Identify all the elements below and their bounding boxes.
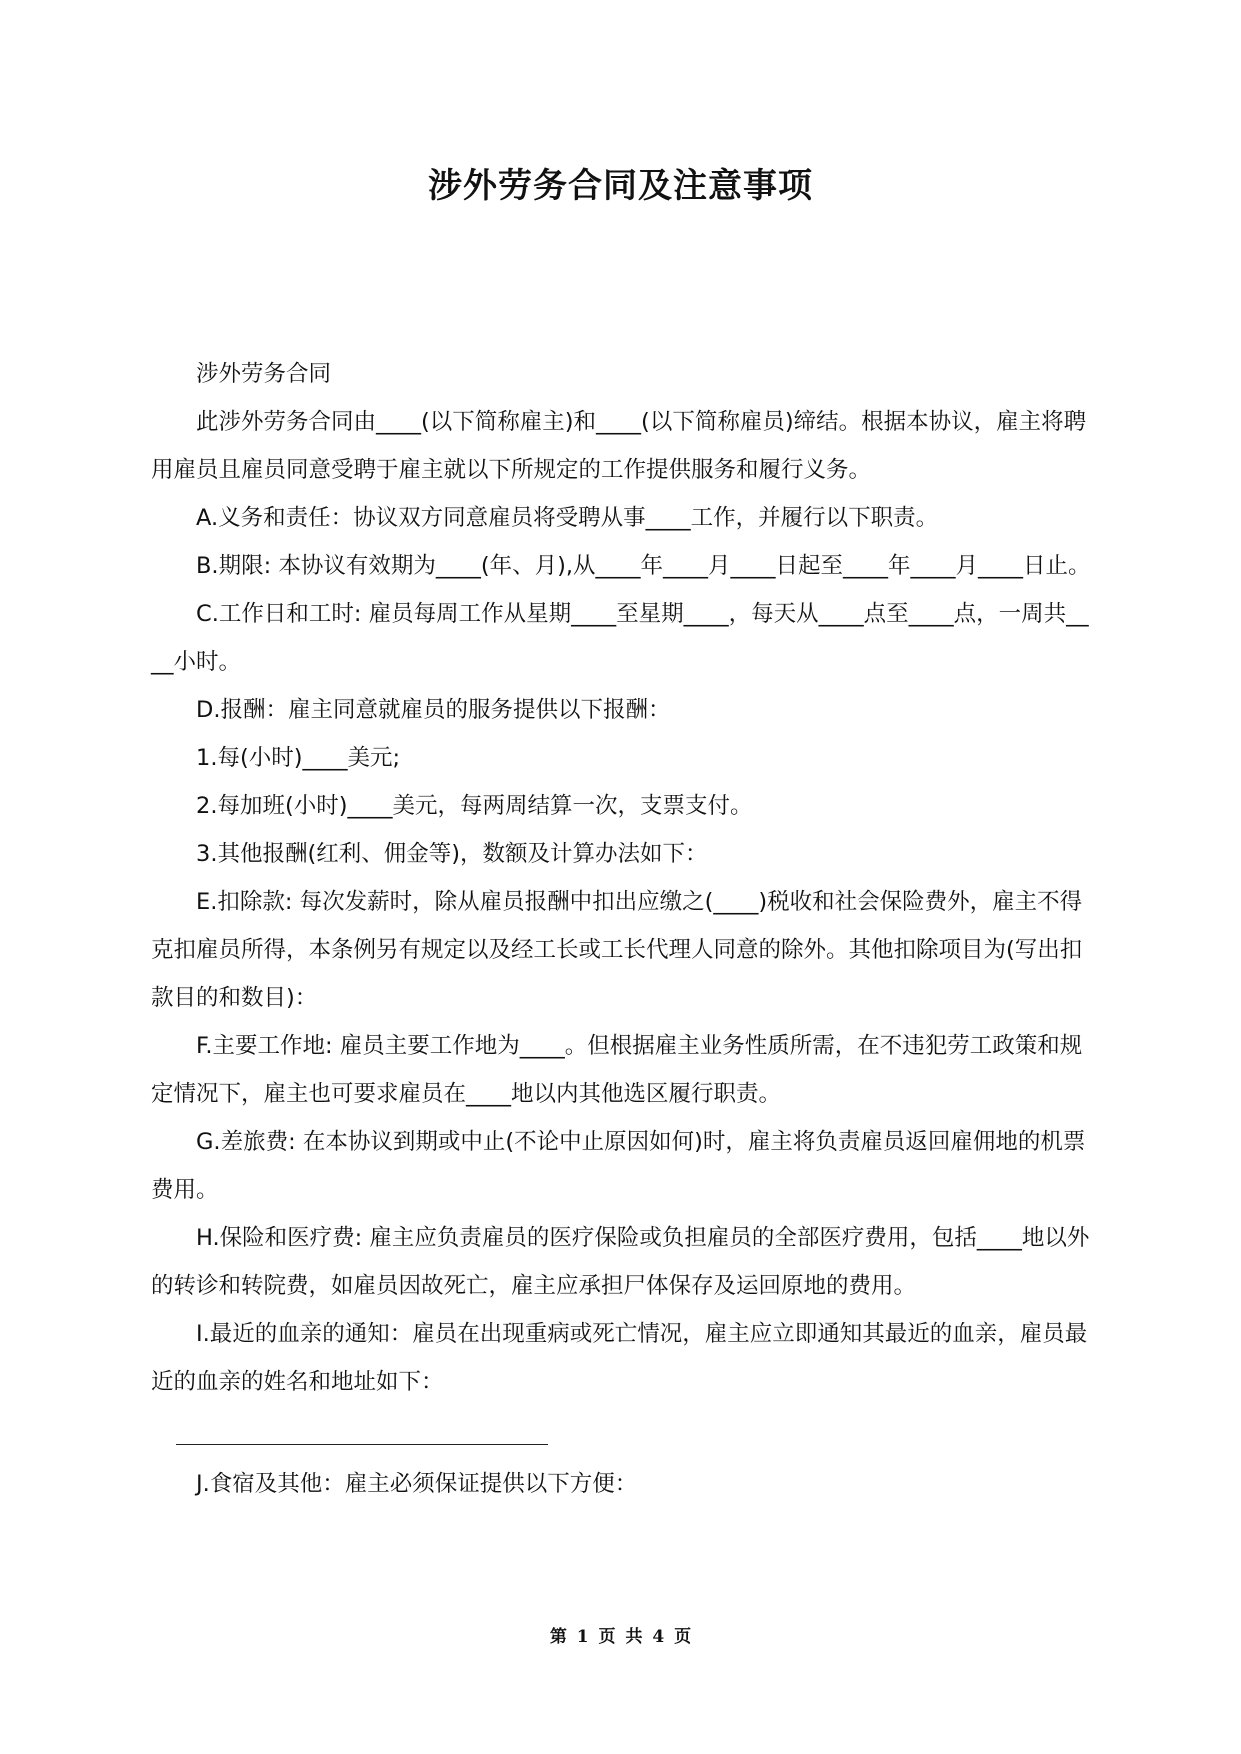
paragraph-i-next-of-kin: I.最近的血亲的通知：雇员在出现重病或死亡情况，雇主应立即通知其最近的血亲，雇员最近的血亲的姓名和地址如下： — [151, 1321, 1088, 1395]
document-title: 涉外劳务合同及注意事项 — [428, 166, 813, 206]
paragraph-h-insurance: H.保险和医疗费: 雇主应负责雇员的医疗保险或负担雇员的全部医疗费用，包括____地以外的转诊和转院费，如雇员因故死亡，雇主应承担尸体保存及运回原地的费用。 — [151, 1225, 1090, 1299]
paragraph-d-pay: D.报酬：雇主同意就雇员的服务提供以下报酬： — [196, 697, 671, 723]
fill-in-line — [151, 1406, 1093, 1454]
document-body — [151, 350, 1093, 1508]
paragraph-j-accommodation: J.食宿及其他：雇主必须保证提供以下方便： — [196, 1471, 638, 1497]
underline-rule — [176, 1444, 548, 1445]
paragraph-a-duties: A.义务和责任：协议双方同意雇员将受聘从事____工作，并履行以下职责。 — [196, 505, 939, 531]
paragraph-b-term: B.期限: 本协议有效期为____(年、月),从____年____月____日起至____年____月____日止。 — [196, 553, 1091, 579]
paragraph-intro: 此涉外劳务合同由____(以下简称雇主)和____(以下简称雇员)缔结。根据本协议，雇主将聘用雇员且雇员同意受聘于雇主就以下所规定的工作提供服务和履行义务。 — [151, 409, 1087, 483]
paragraph-heading: 涉外劳务合同 — [196, 361, 332, 387]
page-footer: 第 1 页 共 4 页 — [549, 1627, 692, 1647]
paragraph-g-travel: G.差旅费: 在本协议到期或中止(不论中止原因如何)时，雇主将负责雇员返回雇佣地的机票费用。 — [151, 1129, 1086, 1203]
paragraph-f-workplace: F.主要工作地: 雇员主要工作地为____。但根据雇主业务性质所需，在不违犯劳工政策和规定情况下，雇主也可要求雇员在____地以内其他选区履行职责。 — [151, 1033, 1083, 1107]
paragraph-d1: 1.每(小时)____美元; — [196, 745, 401, 771]
paragraph-c-hours: C.工作日和工时: 雇员每周工作从星期____至星期____，每天从____点至____点，一周共____小时。 — [151, 601, 1089, 675]
paragraph-e-deductions: E.扣除款: 每次发薪时，除从雇员报酬中扣出应缴之(____)税收和社会保险费外，雇主不得克扣雇员所得，本条例另有规定以及经工长或工长代理人同意的除外。其他扣除项目为(写出扣款目的和数目)： — [151, 889, 1083, 1011]
paragraph-d3: 3.其他报酬(红利、佣金等)，数额及计算办法如下： — [196, 841, 708, 867]
paragraph-d2: 2.每加班(小时)____美元，每两周结算一次，支票支付。 — [196, 793, 753, 819]
